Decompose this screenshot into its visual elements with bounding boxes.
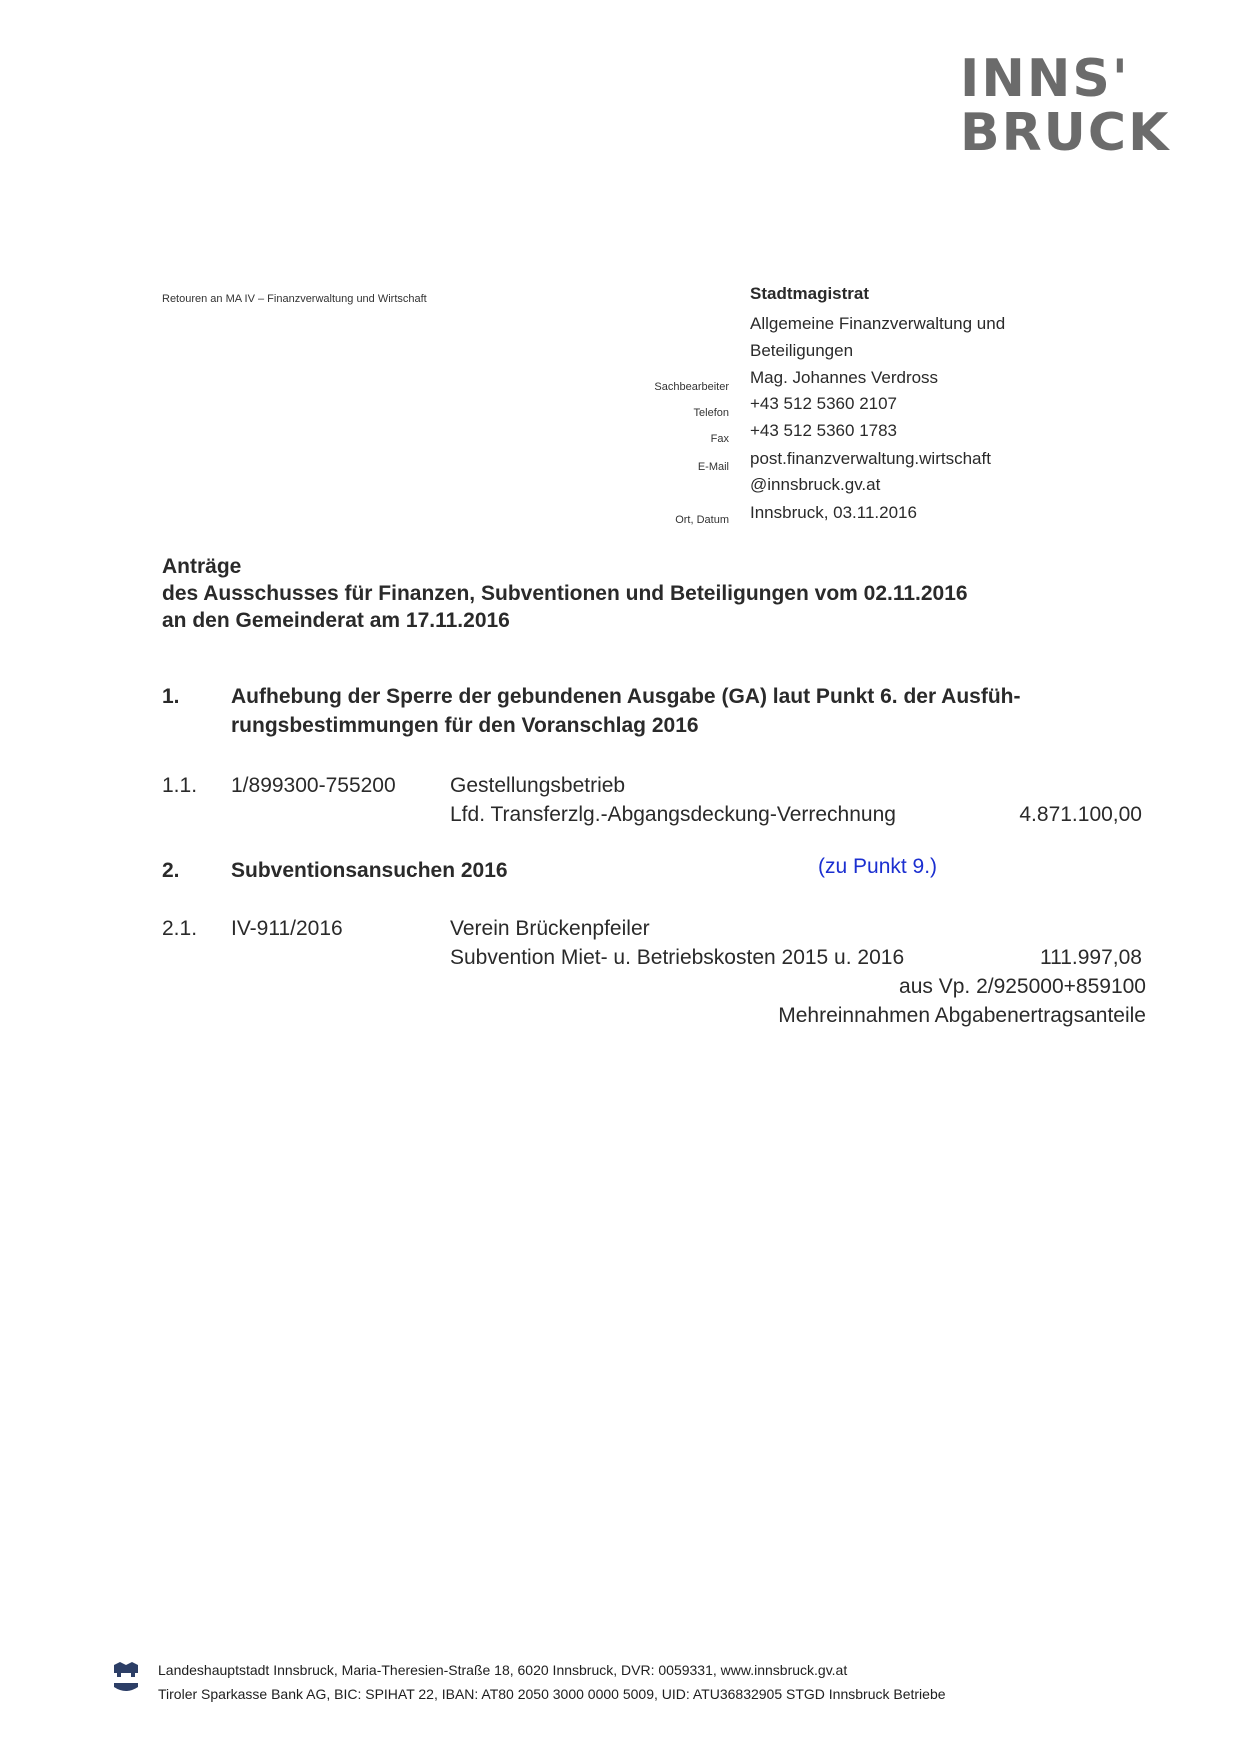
fax-number: +43 512 5360 1783 (750, 421, 898, 440)
office-name: Stadtmagistrat (750, 284, 870, 303)
phone-label: Telefon (693, 407, 729, 419)
email-line-1: post.finanzverwaltung.wirtschaft (750, 449, 991, 468)
innsbruck-logo (960, 49, 1171, 163)
section-2-title: Subventionsansuchen 2016 (231, 859, 508, 882)
item-2-1-number: 2.1. (162, 917, 198, 940)
section-2-number: 2. (162, 859, 180, 882)
section-1-number: 1. (162, 685, 180, 708)
item-1-1-number: 1.1. (162, 774, 198, 797)
footer-address: Landeshauptstadt Innsbruck, Maria-Theresien-Straße 18, 6020 Innsbruck, DVR: 0059331, www.innsbruck.gv.at (158, 1662, 848, 1678)
clerk-name: Mag. Johannes Verdross (750, 368, 939, 387)
place-date: Innsbruck, 03.11.2016 (750, 503, 917, 522)
item-2-1-amount: 111.997,08 (1040, 946, 1142, 969)
department-line-2: Beteiligungen (750, 341, 854, 360)
email-line-2: @innsbruck.gv.at (750, 475, 881, 494)
email-label: E-Mail (697, 461, 729, 473)
logo-line-1: INNS' (960, 49, 1130, 109)
phone-number: +43 512 5360 2107 (750, 394, 898, 413)
section-1-title-line-2: rungsbestimmungen für den Voranschlag 2016 (231, 714, 699, 737)
section-1-title-line-1: Aufhebung der Sperre der gebundenen Ausgabe (GA) laut Punkt 6. der Ausfüh- (231, 685, 1021, 708)
item-1-1-desc-1: Gestellungsbetrieb (450, 774, 626, 797)
document-heading (162, 553, 968, 634)
item-1-1-code: 1/899300-755200 (231, 774, 396, 797)
return-address: Retouren an MA IV – Finanzverwaltung und Wirtschaft (162, 293, 427, 305)
heading-line-1: Anträge (162, 555, 242, 578)
fax-label: Fax (710, 433, 729, 445)
section-1-title (231, 682, 1021, 740)
city-emblem-icon (113, 1661, 139, 1700)
clerk-label: Sachbearbeiter (654, 381, 729, 393)
date-label: Ort, Datum (675, 514, 729, 526)
department-line-1: Allgemeine Finanzverwaltung und (750, 314, 1006, 333)
heading-line-2: des Ausschusses für Finanzen, Subventionen und Beteiligungen vom 02.11.2016 (162, 582, 968, 605)
heading-line-3: an den Gemeinderat am 17.11.2016 (162, 609, 510, 632)
item-2-1-desc-1: Verein Brückenpfeiler (450, 917, 650, 940)
item-2-1-source-2: Mehreinnahmen Abgabenertragsanteile (778, 1004, 1146, 1027)
footer-bank: Tiroler Sparkasse Bank AG, BIC: SPIHAT 22, IBAN: AT80 2050 3000 0000 5009, UID: ATU36832905 STGD Innsbruck Betriebe (158, 1686, 946, 1702)
item-2-1-code: IV-911/2016 (231, 917, 343, 940)
item-1-1-amount: 4.871.100,00 (1019, 803, 1142, 826)
item-2-1-desc-2: Subvention Miet- u. Betriebskosten 2015 u. 2016 (450, 946, 905, 969)
item-1-1-desc-2: Lfd. Transferzlg.-Abgangsdeckung-Verrechnung (450, 803, 896, 826)
item-2-1-source-1: aus Vp. 2/925000+859100 (899, 975, 1146, 998)
logo-line-2: BRUCK (960, 103, 1171, 163)
section-2-note: (zu Punkt 9.) (818, 855, 938, 878)
